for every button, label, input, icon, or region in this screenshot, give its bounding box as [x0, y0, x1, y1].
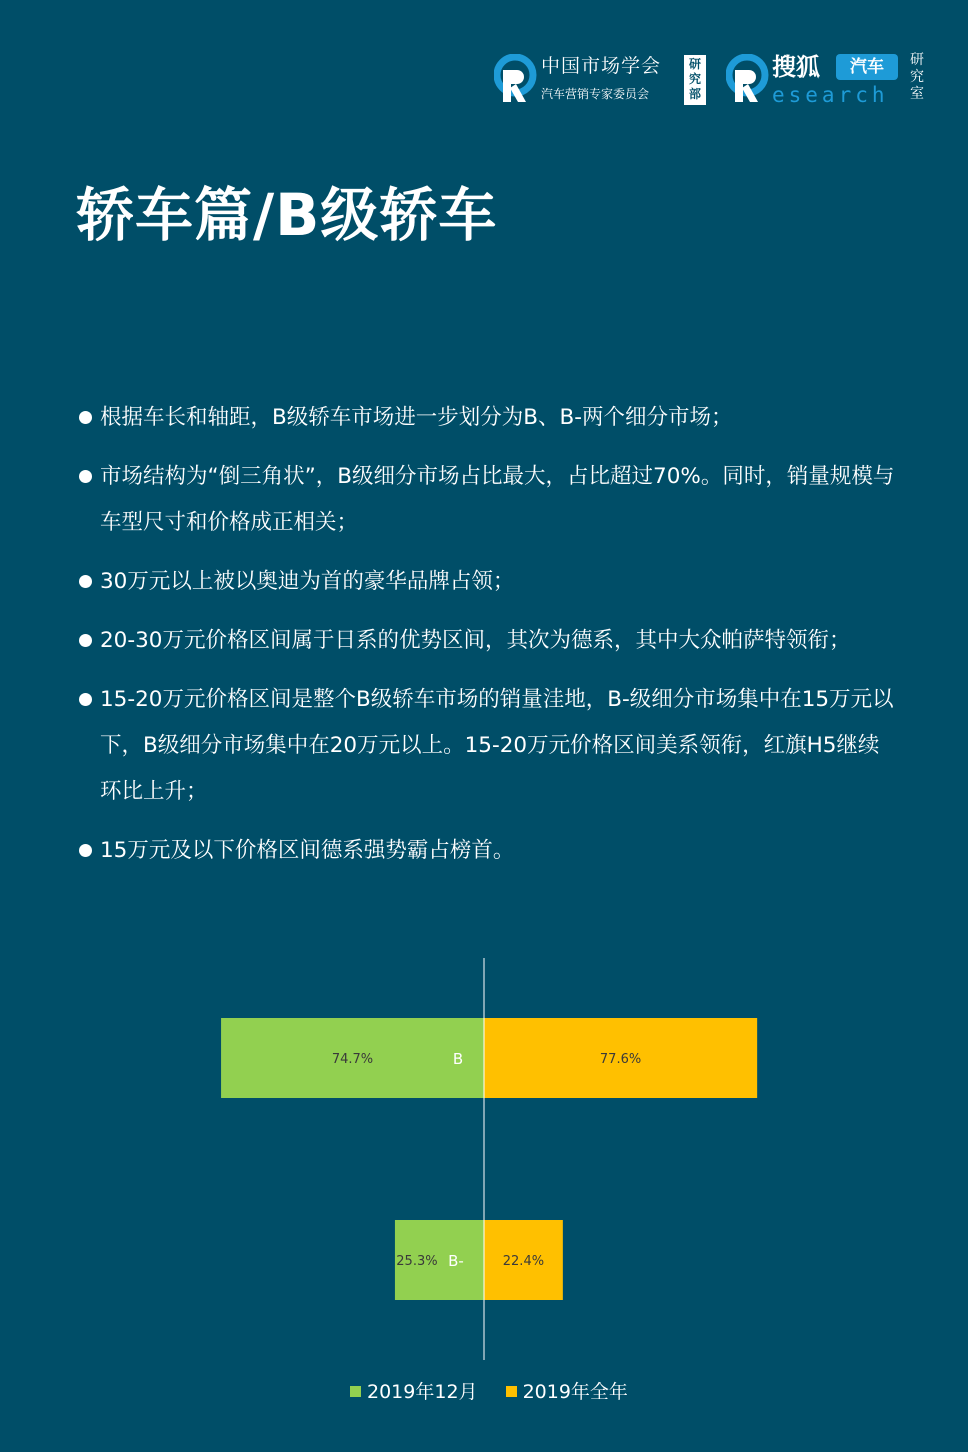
- org-logo: [494, 52, 712, 108]
- legend-item-dec: [350, 1380, 478, 1404]
- data-label-left-0: 74.7%: [331, 1052, 374, 1067]
- legend-item-year: [506, 1380, 628, 1404]
- bullet-list: [78, 395, 898, 887]
- legend-swatch-year: [506, 1386, 517, 1397]
- category-label-0: B: [452, 1050, 464, 1068]
- research-r-icon: [726, 54, 770, 104]
- bullet-item: 市场结构为“倒三角状”，B级细分市场占比最大，占比超过70%。同时，销量规模与车型尺寸和价格成正相关；: [78, 454, 898, 546]
- bullet-item: 20-30万元价格区间属于日系的优势区间，其次为德系，其中大众帕萨特领衔；: [78, 618, 898, 664]
- org-name: 中国市场学会: [541, 55, 662, 77]
- auto-pill: 汽车: [836, 54, 898, 80]
- sohu-auto-logo: [726, 52, 931, 108]
- sohu-name: 搜狐: [772, 53, 820, 81]
- bullet-item: 15万元及以下价格区间德系强势霸占榜首。: [78, 828, 898, 874]
- legend-label-year: 2019年全年: [522, 1381, 628, 1403]
- legend-label-dec: 2019年12月: [367, 1381, 478, 1403]
- data-label-left-1: 25.3%: [396, 1254, 438, 1269]
- research-r-icon: [494, 54, 538, 104]
- bullet-item: 根据车长和轴距，B级轿车市场进一步划分为B、B-两个细分市场；: [78, 395, 898, 441]
- chart-legend: [350, 1380, 650, 1404]
- data-label-right-1: 22.4%: [502, 1254, 545, 1269]
- data-label-right-0: 77.6%: [599, 1052, 642, 1067]
- research-wordmark: esearch: [772, 83, 889, 107]
- category-label-1: B-: [448, 1252, 464, 1270]
- bullet-item: 30万元以上被以奥迪为首的豪华品牌占领；: [78, 559, 898, 605]
- lab-label: 研究室: [910, 52, 924, 102]
- org-dept-label: 研究部: [684, 55, 706, 105]
- bullet-item: 15-20万元价格区间是整个B级轿车市场的销量洼地，B-级细分市场集中在15万元以下，B级细分市场集中在20万元以上。15-20万元价格区间美系领衔，红旗H5继续环比上升；: [78, 677, 898, 815]
- org-subtitle: 汽车营销专家委员会: [541, 87, 650, 101]
- page-title: 轿车篇/B级轿车: [76, 181, 498, 249]
- legend-swatch-dec: [350, 1386, 361, 1397]
- butterfly-bar-chart: [0, 940, 968, 1370]
